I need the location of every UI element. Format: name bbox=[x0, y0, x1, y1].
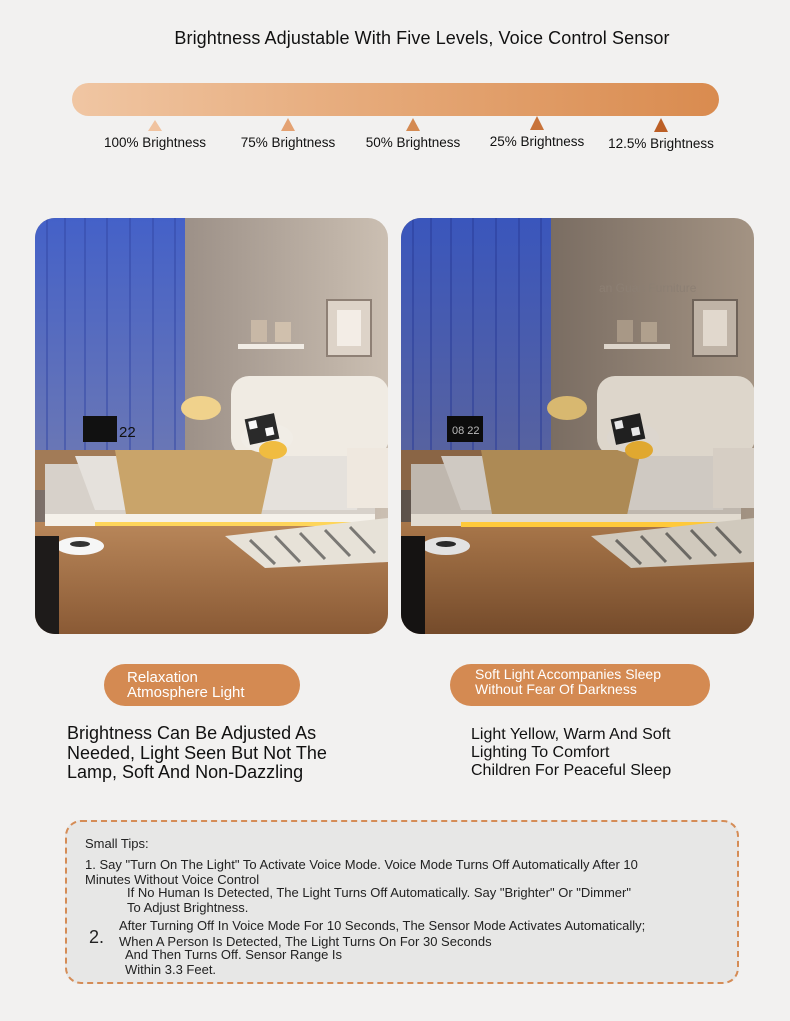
relaxation-badge bbox=[104, 664, 300, 706]
brightness-gradient-bar bbox=[72, 83, 719, 116]
bedroom-photo-night bbox=[401, 218, 754, 634]
feature-description-right bbox=[471, 726, 671, 780]
brightness-level-label: 25% Brightness bbox=[489, 134, 585, 149]
page-title: Brightness Adjustable With Five Levels, Voice Control Sensor bbox=[174, 28, 670, 48]
brightness-level-label: 75% Brightness bbox=[240, 135, 336, 150]
level-marker-icon bbox=[148, 120, 162, 131]
watermark-text: an Guan Furniture bbox=[599, 281, 697, 295]
level-marker-icon bbox=[530, 116, 544, 130]
badge-line: Soft Light Accompanies Sleep bbox=[475, 666, 662, 682]
brightness-level-label: 100% Brightness bbox=[103, 135, 207, 150]
tip-1-line: To Adjust Brightness. bbox=[127, 900, 249, 915]
tip-2-line: After Turning Off In Voice Mode For 10 Seconds, The Sensor Mode Activates Automatically; bbox=[119, 918, 646, 933]
desc-line: Lighting To Comfort bbox=[471, 744, 610, 761]
brightness-level-75 bbox=[223, 118, 353, 150]
brightness-level-25 bbox=[472, 116, 602, 149]
tip-1-line: If No Human Is Detected, The Light Turns Off Automatically. Say "Brighter" Or "Dimmer" bbox=[127, 885, 631, 900]
tips-heading: Small Tips: bbox=[85, 836, 149, 851]
soft-light-badge bbox=[450, 664, 710, 706]
tip-2-line: And Then Turns Off. Sensor Range Is bbox=[125, 947, 343, 962]
small-tips-box bbox=[65, 820, 739, 984]
tip-1-line: 1. Say "Turn On The Light" To Activate Voice Mode. Voice Mode Turns Off Automatically After 10 bbox=[85, 857, 638, 872]
tip-2-line: When A Person Is Detected, The Light Turns On For 30 Seconds bbox=[119, 934, 492, 949]
clock-text: 22 bbox=[119, 424, 136, 441]
desc-line: Light Yellow, Warm And Soft bbox=[471, 726, 671, 743]
desc-line: Brightness Can Be Adjusted As bbox=[67, 723, 317, 743]
clock-text: 08 22 bbox=[452, 425, 480, 437]
tip-1-line: Minutes Without Voice Control bbox=[85, 872, 260, 887]
feature-description-left bbox=[67, 724, 327, 783]
tip-2-number: 2. bbox=[89, 927, 105, 947]
brightness-level-label: 12.5% Brightness bbox=[608, 136, 714, 151]
level-marker-icon bbox=[281, 118, 295, 131]
bedroom-photo-bright bbox=[35, 218, 388, 634]
brightness-level-label: 50% Brightness bbox=[365, 135, 461, 150]
badge-line: Atmosphere Light bbox=[127, 684, 245, 701]
badge-line: Without Fear Of Darkness bbox=[475, 681, 637, 697]
level-marker-icon bbox=[654, 118, 668, 132]
desc-line: Lamp, Soft And Non-Dazzling bbox=[67, 762, 304, 782]
tip-2-line: Within 3.3 Feet. bbox=[125, 962, 217, 977]
badge-line: Relaxation bbox=[127, 669, 198, 686]
level-marker-icon bbox=[406, 118, 420, 131]
desc-line: Needed, Light Seen But Not The bbox=[67, 742, 327, 763]
brightness-level-100 bbox=[90, 118, 220, 150]
brightness-level-12-5 bbox=[596, 118, 726, 151]
desc-line: Children For Peaceful Sleep bbox=[471, 762, 672, 779]
brightness-level-50 bbox=[348, 118, 478, 150]
